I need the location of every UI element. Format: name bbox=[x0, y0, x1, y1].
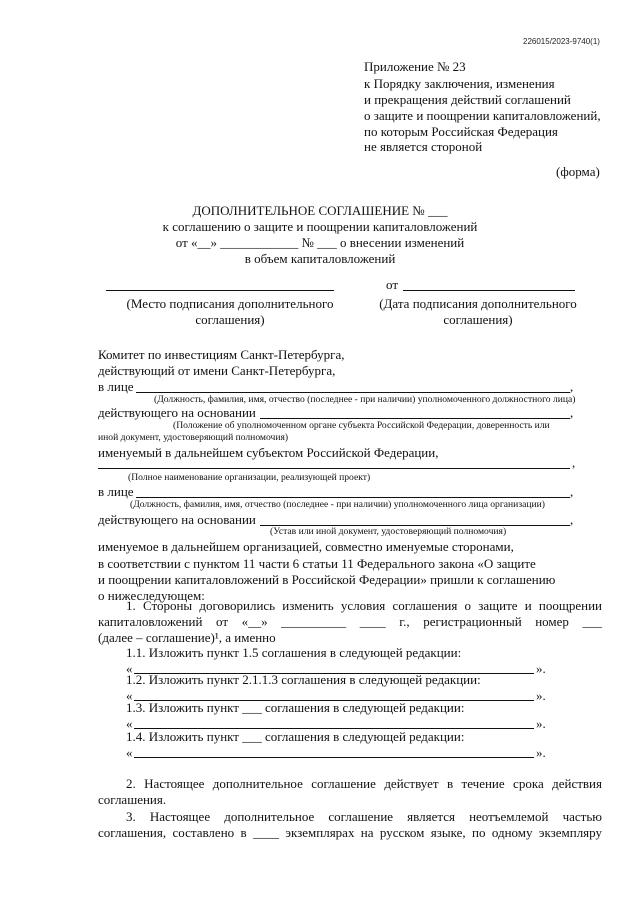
party1-basis-caption: (Положение об уполномоченном органе субъекта Российской Федерации, доверенность или bbox=[173, 420, 550, 431]
appendix-line: и прекращения действий соглашений bbox=[364, 92, 571, 107]
party1-acting: действующий от имени Санкт-Петербурга, bbox=[98, 363, 336, 378]
party2-org-line bbox=[98, 468, 570, 469]
party1-person-caption: (Должность, фамилия, имя, отчество (последнее - при наличии) уполномоченного должностного лица) bbox=[154, 394, 576, 405]
party1-basis-label: действующего на основании bbox=[98, 405, 256, 420]
clause2-line: соглашения. bbox=[98, 792, 167, 807]
quote-open: « bbox=[126, 716, 133, 731]
preamble-line: о нижеследующем: bbox=[98, 588, 205, 603]
comma: , bbox=[570, 379, 574, 394]
date-caption: соглашения) bbox=[443, 312, 513, 327]
party1-v-litse: в лице bbox=[98, 379, 134, 394]
quote-open: « bbox=[126, 661, 133, 676]
quote-close: ». bbox=[536, 745, 546, 760]
place-caption: соглашения) bbox=[195, 312, 265, 327]
appendix-line: Приложение № 23 bbox=[364, 59, 466, 74]
comma: , bbox=[570, 484, 574, 499]
party1-hereinafter: именуемый в дальнейшем субъектом Российской Федерации, bbox=[98, 445, 439, 460]
preamble-line: и поощрении капиталовложений в Российской Федерации» пришли к соглашению bbox=[98, 572, 556, 587]
party1-basis-line bbox=[260, 418, 570, 419]
subclause-title: 1.4. Изложить пункт ___ соглашения в следующей редакции: bbox=[126, 729, 465, 744]
title-line: в объем капиталовложений bbox=[244, 251, 396, 266]
clause3-line: соглашения, составлено в ____ экземплярах на русском языке, по одному экземпляру bbox=[98, 825, 602, 840]
subclause-fill-line bbox=[134, 757, 534, 758]
party2-person-caption: (Должность, фамилия, имя, отчество (последнее - при наличии) уполномоченного лица организации) bbox=[130, 499, 545, 510]
subclause-title: 1.3. Изложить пункт ___ соглашения в следующей редакции: bbox=[126, 700, 465, 715]
preamble-line: в соответствии с пунктом 11 части 6 статьи 11 Федерального закона «О защите bbox=[98, 556, 536, 571]
clause1-line: капиталовложений от «__» __________ ____ г., регистрационный номер ___ bbox=[98, 614, 602, 629]
date-line bbox=[403, 290, 575, 291]
form-label: (форма) bbox=[556, 164, 600, 179]
date-prefix: от bbox=[386, 277, 399, 292]
appendix-line: не является стороной bbox=[364, 139, 483, 154]
party2-basis-label: действующего на основании bbox=[98, 512, 256, 527]
comma: , bbox=[572, 455, 576, 470]
subclause-title: 1.1. Изложить пункт 1.5 соглашения в следующей редакции: bbox=[126, 645, 462, 660]
comma: , bbox=[570, 405, 574, 420]
appendix-line: к Порядку заключения, изменения bbox=[364, 76, 555, 91]
party2-v-litse: в лице bbox=[98, 484, 134, 499]
clause1-line: (далее – соглашение)¹, а именно bbox=[98, 630, 276, 645]
party2-org-caption: (Полное наименование организации, реализующей проект) bbox=[128, 472, 371, 483]
title-line: от «__» ____________ № ___ о внесении изменений bbox=[175, 235, 465, 250]
clause2-line: 2. Настоящее дополнительное соглашение действует в течение срока действия bbox=[126, 776, 602, 791]
quote-close: ». bbox=[536, 688, 546, 703]
party1-basis-caption: иной документ, удостоверяющий полномочия) bbox=[98, 432, 289, 443]
subclause-title: 1.2. Изложить пункт 2.1.1.3 соглашения в следующей редакции: bbox=[126, 672, 481, 687]
preamble-line: именуемое в дальнейшем организацией, совместно именуемые сторонами, bbox=[98, 539, 514, 554]
quote-open: « bbox=[126, 745, 133, 760]
quote-close: ». bbox=[536, 661, 546, 676]
party2-person-line bbox=[136, 497, 570, 498]
clause3-line: 3. Настоящее дополнительное соглашение является неотъемлемой частью bbox=[126, 809, 602, 824]
quote-close: ». bbox=[536, 716, 546, 731]
appendix-line: о защите и поощрении капиталовложений, bbox=[364, 108, 601, 123]
comma: , bbox=[570, 512, 574, 527]
party2-basis-caption: (Устав или иной документ, удостоверяющий полномочия) bbox=[270, 526, 507, 537]
clause1-line: 1. Стороны договорились изменить условия соглашения о защите и поощрении bbox=[126, 598, 602, 613]
document-number: 226015/2023-9740(1) bbox=[523, 37, 600, 46]
title-line: ДОПОЛНИТЕЛЬНОЕ СОГЛАШЕНИЕ № ___ bbox=[192, 203, 448, 218]
title-line: к соглашению о защите и поощрении капиталовложений bbox=[162, 219, 478, 234]
appendix-line: по которым Российская Федерация bbox=[364, 124, 558, 139]
place-caption: (Место подписания дополнительного bbox=[126, 296, 334, 311]
party1-person-line bbox=[136, 392, 570, 393]
quote-open: « bbox=[126, 688, 133, 703]
party1-name: Комитет по инвестициям Санкт-Петербурга, bbox=[98, 347, 345, 362]
date-caption: (Дата подписания дополнительного bbox=[379, 296, 577, 311]
place-line bbox=[106, 290, 334, 291]
